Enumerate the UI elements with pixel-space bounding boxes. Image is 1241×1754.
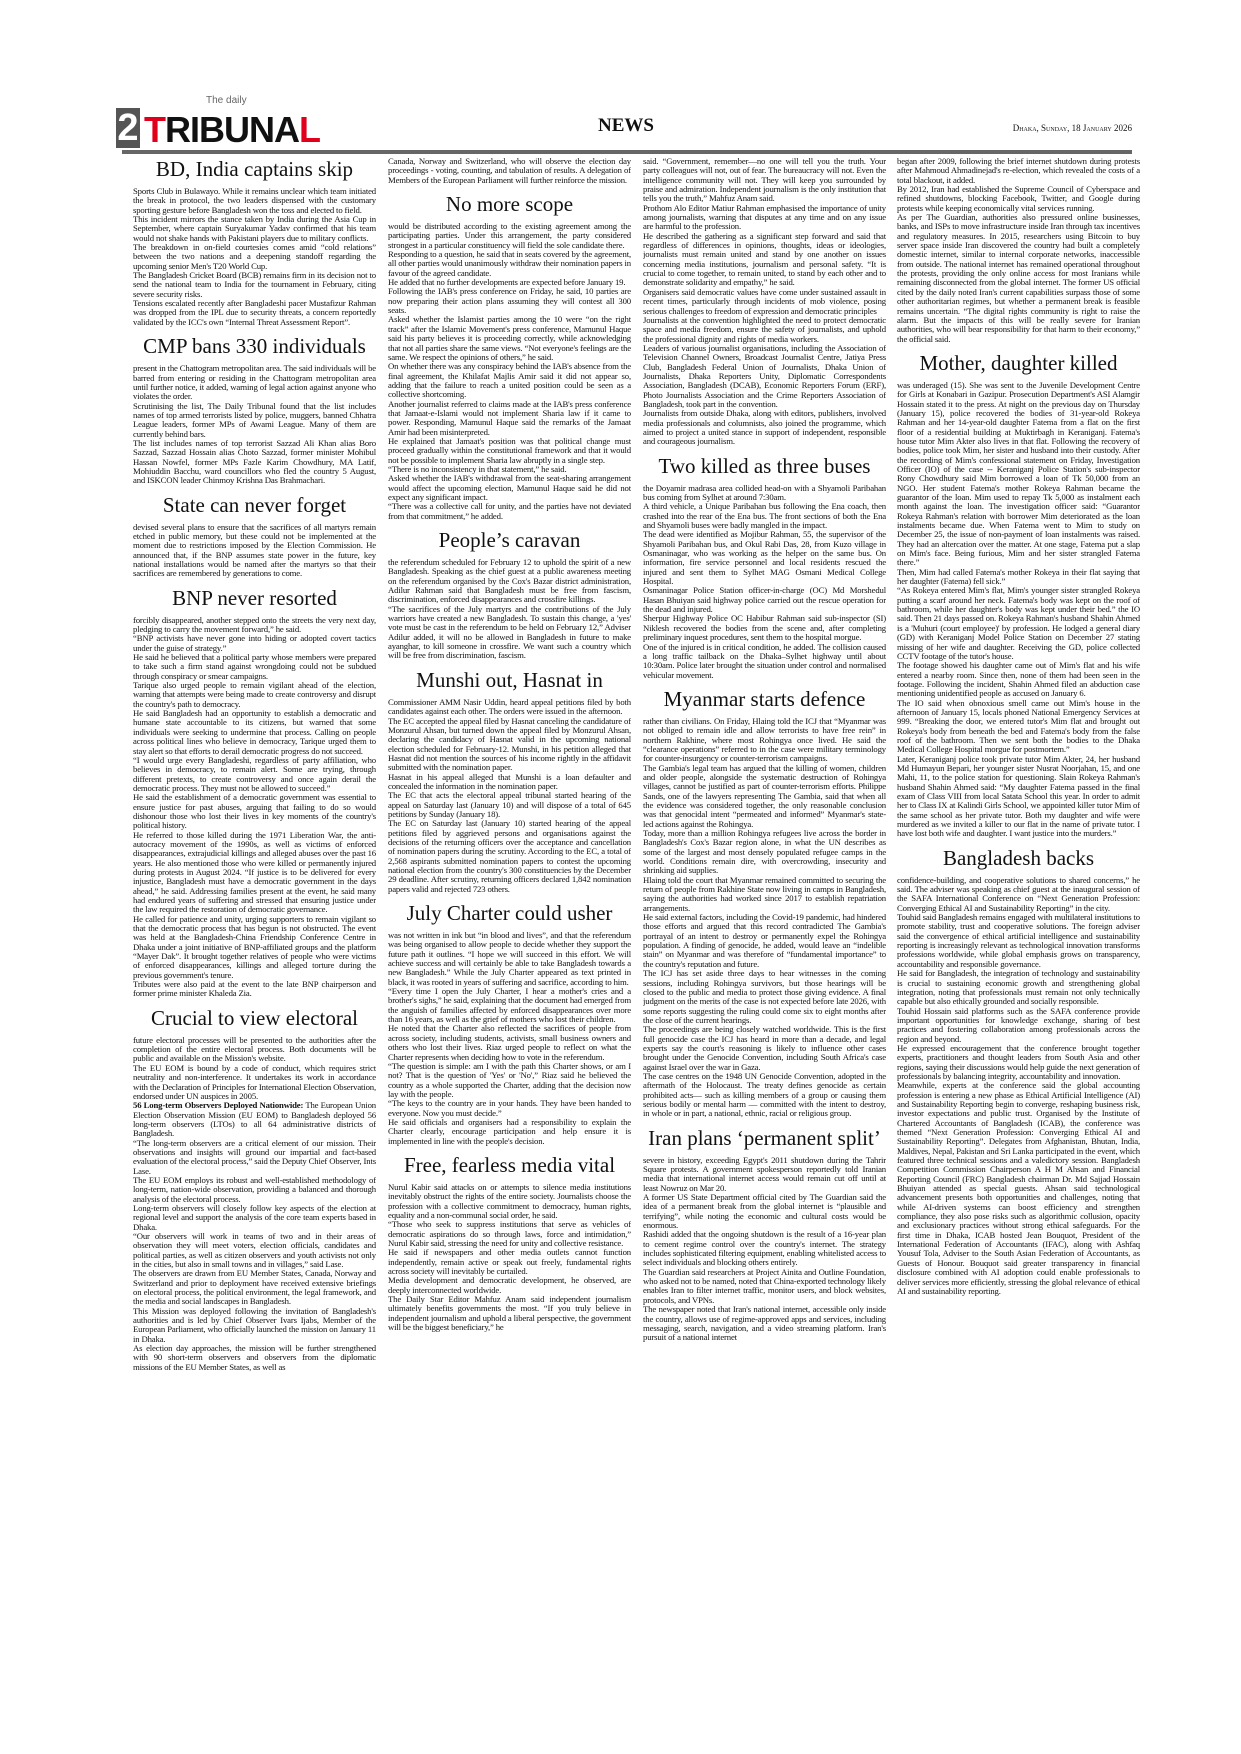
newspaper-logo bbox=[144, 109, 320, 150]
article-headline: BNP never resorted bbox=[172, 585, 337, 610]
article-paragraph: He called for patience and unity, urging supporters to remain vigilant so that the democratic process that has begun is not obstructed. The event was held at the Bangladesh-China Friendship Conference Centre in Dhaka under a joint initiative of BNP-affiliated groups and the platform “Mayer Dak”. It brought together relatives of people who were victims of enforced disappearances, killings and alleged torture during the previous government's tenure. bbox=[133, 913, 376, 980]
article-headline: Iran plans ‘permanent split’ bbox=[648, 1125, 881, 1150]
article-paragraph: would be distributed according to the existing agreement among the participating parties. Under this arrangement, the party considered strongest in a particular constituency will field the sole candidate there. bbox=[388, 221, 631, 250]
article-headline: State can never forget bbox=[162, 492, 347, 517]
article-paragraph: The footage showed his daughter came out of Mim's flat and his wife entered a nearby room. Since then, none of them had been seen in the footage. Following the incident, Shahin Ahmed filed an abduction case mentioning unidentified people as accused on January 6. bbox=[897, 660, 1140, 699]
article bbox=[388, 528, 631, 661]
article-paragraph: Nurul Kabir said attacks on or attempts to silence media institutions inevitably obstruct the rights of the entire society. Journalists choose the profession with a collective commitment to democracy, human rights, equality and a non-communal social order, he said. bbox=[388, 1181, 631, 1220]
article-paragraph bbox=[133, 1101, 376, 1138]
article-paragraph: Meanwhile, experts at the conference said the global accounting profession is entering a new phase as Ethical Artificial Intelligence (AI) and Sustainability Reporting begin to converge, reshaping business risk, investor expectations and public trust. Organised by the Institute of Chartered Accountants of Bangladesh (ICAB), the conference was themed “Next Generation Profession: Converging Ethical AI and Sustainability Reporting”. Delegates from Afghanistan, Bhutan, India, Maldives, Nepal, Pakistan and Sri Lanka participated in the event, which featured three technical sessions and a valedictory session. Bangladesh Competition Commission Chairperson A H M Ahsan and Financial Reporting Council (FRC) Bangladesh chairman Dr. Md Sajjad Hossain Bhuiyan attended as special guests. Ahsan said technological advancement presents both opportunities and challenges, noting that while AI-driven systems can boost efficiency and strengthen compliance, they also pose risks such as algorithmic collusion, opacity and exclusionary practices without strong ethical safeguards. For the first time in Dhaka, ICAB hosted Jean Bouquot, President of the International Federation of Accountants (IFAC), along with Ashfaq Yousuf Tola, Adviser to the South Asian Federation of Accountants, as Guests of Honour. Bouquot said greater transparency in financial disclosure combined with AI adoption could enable professionals to deliver services more efficiently, stressing the global relevance of ethical AI and sustainability reporting. bbox=[897, 1080, 1140, 1296]
column-2 bbox=[388, 157, 631, 1747]
article-paragraph: Leaders of various journalist organisations, including the Association of Television Channel Owners, Broadcast Journalist Centre, Jatiya Press Club, Bangladesh Federal Union of Journalists, Dhaka Union of Journalists, Dhaka Reporters Unity, Diplomatic Correspondents Association, Bangladesh (DCAB), Economic Reporters Forum (ERF), Photo Journalists Association and the Crime Reporters Association of Bangladesh, took part in the convention. bbox=[643, 342, 886, 409]
article bbox=[133, 586, 376, 999]
masthead bbox=[116, 95, 1132, 150]
article-paragraph: Asked whether the IAB's withdrawal from the seat-sharing arrangement would affect the upcoming election, Mamunul Haque said he did not expect any significant impact. bbox=[388, 473, 631, 502]
article-paragraph: He explained that Jamaat's position was that political change must proceed gradually within the constitutional framework and that it would not be possible to implement Sharia law abruptly in a single step. bbox=[388, 435, 631, 465]
article-paragraph: The case centres on the 1948 UN Genocide Convention, adopted in the aftermath of the Holocaust. The treaty defines genocide as certain prohibited acts— such as killing members of a group or causing them serious bodily or mental harm — committed with the intent to destroy, in whole or in part, a national, ethnic, racial or religious group. bbox=[643, 1070, 886, 1119]
article-paragraph: “I would urge every Bangladeshi, regardless of party affiliation, who believes in democracy, to remain alert. Some are trying, through different pretexts, to create controversy and once again derail the democratic process. They must not be allowed to succeed.” bbox=[133, 754, 376, 793]
article-paragraph: “Every time I open the July Charter, I hear a mother's cries and a brother's sighs,” he said, explaining that the document had emerged from the anguish of families affected by enforced disappearances over more than 16 years, as well as the grief of mothers who lost their children. bbox=[388, 986, 631, 1025]
article-paragraph: Media development and democratic development, he observed, are deeply interconnected worldwide. bbox=[388, 1275, 631, 1295]
logo-letter-t: T bbox=[144, 109, 165, 150]
article-paragraph: Journalists from outside Dhaka, along with editors, publishers, involved media professionals and columnists, also joined the programme, which aimed to project a united stance in support of independent, responsible and courageous journalism. bbox=[643, 408, 886, 447]
article-paragraph: He said if newspapers and other media outlets cannot function independently, remain active or speak out freely, fundamental rights across society will inevitably be curtailed. bbox=[388, 1247, 631, 1277]
article-paragraph: said. “Government, remember—no one will tell you the truth. Your party colleagues will not, out of fear. The bureaucracy will not. Even the intelligence community will not. They will keep you surrounded by praise and admiration. Independent journalism is the only institution that tells you the truth,” Mahfuz Anam said. bbox=[643, 157, 886, 204]
article-paragraph: Hasnat in his appeal alleged that Munshi is a loan defaulter and concealed the information in the nomination paper. bbox=[388, 771, 631, 791]
article-paragraph: Asked whether the Islamist parties among the 10 were “on the right track” after the Islamic Movement's press conference, Mamunul Haque said his party believes it is proceeding correctly, while acknowledging that not all parties share the same views. “Not everyone's feelings are the same. We respect the opinions of others,” he said. bbox=[388, 314, 631, 362]
article bbox=[388, 1153, 631, 1333]
article-headline: Free, fearless media vital bbox=[403, 1152, 616, 1177]
paragraph-lead: 56 Long-term Observers Deployed Nationwide: bbox=[133, 1100, 304, 1111]
page-number: 2 bbox=[117, 107, 139, 149]
article-continuation bbox=[897, 157, 1140, 344]
article-paragraph: “Our observers will work in teams of two and in their areas of observation they will meet voters, election officials, candidates and political parties, as well as citizen observers and youth activists not only in the cities, but also in small towns and in villages,” said Lase. bbox=[133, 1231, 376, 1270]
article-paragraph: Commissioner AMM Nasir Uddin, heard appeal petitions filed by both candidates against each other. The orders were issued in the afternoon. bbox=[388, 696, 631, 717]
article-headline: Crucial to view electoral bbox=[151, 1005, 358, 1030]
article-paragraph: Touhid said Bangladesh remains engaged with multilateral institutions to promote stability, trust and cooperative solutions. The foreign adviser said the convergence of ethical artificial intelligence and sustainability reporting is increasingly relevant as technological innovation transforms professions worldwide, while global emphasis grows on transparency, accountability and responsible governance. bbox=[897, 912, 1140, 969]
article-paragraph: “There was a collective call for unity, and the parties have not deviated from that commitment,” he added. bbox=[388, 501, 631, 521]
article-paragraph: The Guardian said researchers at Project Ainita and Outline Foundation, who asked not to be named, noted that China-exported technology likely enables Iran to filter internet traffic, monitor users, and block websites, protocols, and VPNs. bbox=[643, 1266, 886, 1305]
article-paragraph: Sherpur Highway Police OC Habibur Rahman said sub-inspector (SI) Niklesh recovered the bodies from the scene and, after completing preliminary inquest procedures, sent them to the hospital morgue. bbox=[643, 613, 886, 643]
article-paragraph: He described the gathering as a significant step forward and said that regardless of differences in opinions, thoughts, ideas or ideologies, journalists must remain united and stand by one another on issues concerning media institutions, journalism and personal safety. “It is crucial to come together, to remain united, to stand by each other and to demonstrate solidarity and empathy,” he said. bbox=[643, 230, 886, 288]
article-paragraph: This incident mirrors the stance taken by India during the Asia Cup in September, where captain Suryakumar Yadav confirmed that his team would not shake hands with Pakistani players due to military conflicts. bbox=[133, 214, 376, 243]
article-headline: Bangladesh backs bbox=[942, 845, 1095, 870]
article-continuation bbox=[643, 157, 886, 447]
article-paragraph: The dead were identified as Mojibur Rahman, 55, the supervisor of the Shyamoli Paribahan bus, and Okul Rabi Das, 28, from Kuzo village in Osmaninagar, who was working as the helper on the same bus. On information, fire service personnel and local residents rescued the injured and sent them to Sylhet MAG Osmani Medical College Hospital. bbox=[643, 529, 886, 587]
article-paragraph: future electoral processes will be presented to the authorities after the completion of the entire electoral process. Both documents will be public and available on the Mission's website. bbox=[133, 1034, 376, 1064]
article-paragraph: He said for Bangladesh, the integration of technology and sustainability is crucial to sustaining economic growth and strengthening global integration, noting that professionals must remain not only technically capable but also ethically grounded and socially responsible. bbox=[897, 968, 1140, 1007]
article-paragraph: This Mission was deployed following the invitation of Bangladesh's authorities and is led by Chief Observer Ivars Ijabs, Member of the European Parliament, who officially launched the mission on January 11 in Dhaka. bbox=[133, 1305, 376, 1344]
logo-tagline: The daily bbox=[206, 95, 247, 106]
article-paragraph: One of the injured is in critical condition, he added. The collision caused a long traffic tailback on the Dhaka–Sylhet highway until about 10:30am. Police later brought the situation under control and normalised vehicular movement. bbox=[643, 641, 886, 680]
article bbox=[388, 192, 631, 521]
article-paragraph: The proceedings are being closely watched worldwide. This is the first full genocide case the ICJ has heard in more than a decade, and legal experts say the court's reasoning is likely to influence other cases brought under the Genocide Convention, including South Africa's case against Israel over the war in Gaza. bbox=[643, 1024, 886, 1072]
article-paragraph: The IO said when obnoxious smell came out Mim's house in the afternoon of January 15, locals phoned National Emergency Services at 999. “Breaking the door, we entered tutor's Mim flat and brought out Rokeya's body from beneath the bed and Fatema's body from the false roof of the bathroom. Then we sent both the bodies to the Dhaka Medical College Hospital morgue for postmortem.” bbox=[897, 697, 1140, 755]
article-paragraph: Osmaninagar Police Station officer-in-charge (OC) Md Morshedul Hasan Bhuiyan said highway police carried out the rescue operation for the dead and injured. bbox=[643, 585, 886, 615]
article-headline: No more scope bbox=[445, 192, 574, 217]
article-paragraph: On whether there was any conspiracy behind the IAB's absence from the final agreement, the Khilafat Majlis Amir said it did not appear so, adding that the failure to reach a united position could be seen as a collective shortcoming. bbox=[388, 361, 631, 400]
article-headline: Mother, daughter killed bbox=[919, 350, 1118, 375]
article bbox=[897, 351, 1140, 839]
article-paragraph: Another journalist referred to claims made at the IAB's press conference that Jamaat-e-Islami would not implement Sharia law if it came to power. Responding, Mamunul Haque said the remarks of the Jamaat Amir had been misinterpreted. bbox=[388, 398, 631, 437]
article-paragraph: The EC on Saturday last (January 10) started hearing of the appeal petitions filed by aggrieved persons and organisations against the decisions of the returning officers over the acceptance and cancellation of nomination papers during the scrutiny. According to the EC, a total of 2,568 aspirants submitted nomination papers to contest the upcoming national election from the country's 300 constituencies by the December 29 deadline. After scrutiny, returning officers declared 1,842 nomination papers valid and rejected 723 others. bbox=[388, 818, 631, 894]
article bbox=[388, 901, 631, 1146]
article-headline: Two killed as three buses bbox=[658, 453, 871, 478]
article-paragraph: “As Rokeya entered Mim's flat, Mim's younger sister strangled Rokeya putting a scarf around her neck. Fatema's body was kept on the roof of bathroom, while her daughter's body was kept under their bed.” the IO said. Then 21 days passed on. Rokeya Rahman's husband Shahin Ahmed is a 'Muhuri (court employee)' by profession. He lodged a general diary (GD) with Keraniganj Model Police Station on December 27 stating missing of her wife and daughter. Receiving the GD, police collected CCTV footage of the tutor's house. bbox=[897, 585, 1140, 661]
article-paragraph: The EU EOM employs its robust and well-established methodology of long-term, nation-wide observation, providing a balanced and thorough analysis of the electoral process. bbox=[133, 1174, 376, 1204]
column-3 bbox=[643, 157, 886, 1747]
article-paragraph: present in the Chattogram metropolitan area. The said individuals will be barred from entering or residing in the Chattogram metropolitan area until further notice, it added, warning of legal action against anyone who violates the order. bbox=[133, 363, 376, 402]
article-paragraph: Scrutinising the list, The Daily Tribunal found that the list includes names of top armed terrorists listed by police, muggers, banned Chhatra League leaders, former MPs of Awami League. Many of them are currently behind bars. bbox=[133, 400, 376, 439]
article-paragraph: “Those who seek to suppress institutions that serve as vehicles of democratic aspirations do so through laws, force and intimidation,” Nurul Kabir said, stressing the need for unity and collective resistance. bbox=[388, 1219, 631, 1248]
article-paragraph: The observers are drawn from EU Member States, Canada, Norway and Switzerland and prior to deployment have received extensive briefings on electoral process, the political environment, the legal framework, and the media and social landscapes in Bangladesh. bbox=[133, 1268, 376, 1307]
article bbox=[897, 846, 1140, 1296]
article-headline: July Charter could usher bbox=[406, 901, 613, 926]
article-paragraph: rather than civilians. On Friday, Hlaing told the ICJ that “Myanmar was not obliged to remain idle and allow terrorists to have free rein” in northern Rakhine, where most Rohingya once lived. He said the “clearance operations” referred to in the case were military terminology for counter-insurgency or counter-terrorism campaigns. bbox=[643, 715, 886, 764]
article-headline: BD, India captains skip bbox=[155, 157, 354, 181]
article-paragraph: Tributes were also paid at the event to the late BNP chairperson and former prime minister Khaleda Zia. bbox=[133, 979, 376, 999]
article-paragraph: was not written in ink but “in blood and lives”, and that the referendum was being organised to allow people to decide whether they support the future path it outlines. “I hope we will succeed in this effort. We will achieve success and will certainly be able to take Bangladesh towards a new Bangladesh.” While the July Charter appeared as text printed in black, it was rooted in years of suffering and sacrifice, according to him. bbox=[388, 930, 631, 987]
article bbox=[133, 334, 376, 485]
article-paragraph: was underaged (15). She was sent to the Juvenile Development Centre for Girls at Konabari in Gazipur. Prosecution Department's ASI Alamgir Hossain stated it to the press. At night on the previous day on Thursday (January 15), police recovered the bodies of 31-year-old Rokeya Rahman and her 14-year-old daughter Fatema from a flat on the first floor of a residential building at Muktirbagh in Keraniganj. Fatema's house tutor Mim Akter also lives in that flat. Following the recovery of bodies, police took Mim, her sister and husband into their custody. After the recording of Mim's confessional statement on Friday, Investigation Officer (IO) of the case -- Keraniganj Police Station's sub-inspector Rony Chowdhury said Mim borrowed a loan of Tk 50,000 from an NGO. Her student Fatema's mother Rokeya Rahman became the guarantor of the loan. Mim used to repay Tk 5,000 as instalment each month against the loan. The investigation officer said: “Guarantor Rokeya Rahman's relation with borrower Mim deteriorated as the loan instalments became due. When Fatema went to Mim to study on December 25, the issue of non-payment of loan instalments was raised. They had an altercation over the matter. At one stage, Fatema put a slap on Mim's face. Being furious, Mim and her sister strangled Fatema there.” bbox=[897, 379, 1140, 568]
article-paragraph: Later, Keraniganj police took private tutor Mim Akter, 24, her husband Md Humayun Bepari, her younger sister Nusrat Noorjahan, 15, and one Mahi, 11, to the police station for questioning. Slain Rokeya Rahman's husband Shahin Ahmed said: “My daughter Fatema passed in the final exam of Class VIII from local Satata School this year. In order to admit her to Class IX at Kalindi Girls School, we appointed killer tutor Mim of the same school as her private tutor. Both my daughter and wife were murdered as we invited a killer to our flat in the name of private tutor. I have lost both wife and daughter. I want justice into the murders.” bbox=[897, 753, 1140, 839]
article-paragraph: “The question is simple: am I with the path this Charter shows, or am I not? That is the question of 'Yes' or 'No',” Riaz said he believed the country as a whole supported the Charter, adding that the decision now lay with the people. bbox=[388, 1060, 631, 1099]
article-continuation bbox=[388, 157, 631, 185]
article-paragraph: He said external factors, including the Covid-19 pandemic, had hindered those efforts and argued that this record contradicted The Gambia's portrayal of an intent to destroy or permanently expel the Rohingya population. A finding of genocide, he added, would leave an “indelible stain” on Myanmar and was therefore of “fundamental importance” to the country's reputation and future. bbox=[643, 912, 886, 969]
article-paragraph: He said the establishment of a democratic government was essential to ensure justice for past abuses, arguing that failing to do so would dishonour those who lost their lives in key moments of the country's political history. bbox=[133, 792, 376, 831]
article-paragraph: Organisers said democratic values have come under sustained assault in recent times, particularly through incidents of mob violence, posing serious challenges to freedom of expression and democratic principles bbox=[643, 286, 886, 316]
article-paragraph: The newspaper noted that Iran's national internet, accessible only inside the country, allows use of regime-approved apps and services, including messaging, search, navigation, and a video streaming platform. Iran's pursuit of a national internet bbox=[643, 1304, 886, 1343]
logo-letter-l: L bbox=[299, 109, 320, 150]
article-paragraph: He said officials and organisers had a responsibility to explain the Charter clearly, encourage participation and help ensure it is implemented in line with the people's decision. bbox=[388, 1116, 631, 1146]
article-paragraph: “The sacrifices of the July martyrs and the contributions of the July warriors have created a new Bangladesh. To sustain this change, a 'yes' vote must be cast in the referendum to be held on February 12,” Adviser Adilur added, it will no be allowed in Bangladesh in future to make ayanghar, to kill someone in crossfire. We want such a country which will be free from discrimination, fascism. bbox=[388, 603, 631, 661]
article-paragraph: Prothom Alo Editor Matiur Rahman emphasised the importance of unity among journalists, warning that disputes at any time and on any issue are harmful to the profession. bbox=[643, 202, 886, 232]
article-paragraph: He expressed encouragement that the conference brought together experts, practitioners and thought leaders from South Asia and other regions, saying their discussions would help guide the next generation of professionals by balancing integrity, accountability and innovation. bbox=[897, 1042, 1140, 1081]
article bbox=[643, 687, 886, 1119]
article-paragraph: The Bangladesh Cricket Board (BCB) remains firm in its decision not to send the national team to India for the tournament in February, citing severe security risks. bbox=[133, 270, 376, 299]
logo-letters: RIBUNA bbox=[165, 109, 299, 150]
article-paragraph: Tensions escalated recently after Bangladeshi pacer Mustafizur Rahman was dropped from the IPL due to security threats, a concern reportedly validated by the ICC's own “Internal Threat Assessment Report”. bbox=[133, 298, 376, 327]
article-paragraph: Hlaing told the court that Myanmar remained committed to securing the return of people from Rakhine State now living in camps in Bangladesh, saying the authorities had worked since 2017 to establish repatriation arrangements. bbox=[643, 874, 886, 913]
paragraph-text: The European Union Election Observation Mission (EU EOM) to Bangladesh deployed 56 long-term observers (LTOs) to all 64 administrative districts of Bangladesh. bbox=[133, 1100, 376, 1139]
article-paragraph: Long-term observers will closely follow key aspects of the election at regional level and support the analysis of the core team experts based in Dhaka. bbox=[133, 1202, 376, 1232]
article-paragraph: Rashidi added that the ongoing shutdown is the result of a 16-year plan to cement regime control over the country's internet. The strategy includes sophisticated filtering equipment, enabling whitelisted access to select individuals and blocking others entirely. bbox=[643, 1229, 886, 1268]
article-paragraph: The breakdown in on-field courtesies comes amid “cold relations” between the two nations and a deepening standoff regarding the upcoming senior Men's T20 World Cup. bbox=[133, 242, 376, 271]
article bbox=[643, 454, 886, 680]
article bbox=[388, 668, 631, 894]
article-headline: CMP bans 330 individuals bbox=[143, 334, 366, 359]
article-paragraph: Touhid Hossain said platforms such as the SAFA conference provide important opportunities for knowledge exchange, sharing of best practices and fostering collaboration among professionals across the region and beyond. bbox=[897, 1005, 1140, 1044]
article-paragraph: The Daily Star Editor Mahfuz Anam said independent journalism ultimately benefits governments the most. “If you truly believe in independent journalism and uphold a liberal perspective, the government will be the biggest beneficiary,” he bbox=[388, 1294, 631, 1333]
article-paragraph: He added that no further developments are expected before January 19. bbox=[388, 277, 626, 288]
article bbox=[133, 1006, 376, 1372]
article bbox=[133, 493, 376, 579]
article-paragraph: A third vehicle, a Unique Paribahan bus following the Ena coach, then crashed into the rear of the Ena bus. The front sections of both the Ena and Shyamoli buses were badly mangled in the impact. bbox=[643, 501, 886, 531]
issue-date: Dhaka, Sunday, 18 January 2026 bbox=[1012, 123, 1132, 133]
article-paragraph: As election day approaches, the mission will be further strengthened with 90 short-term observers and observers from the diplomatic missions of the EU Member States, as well as bbox=[133, 1343, 376, 1372]
article-paragraph: The Gambia's legal team has argued that the killing of women, children and older people, alongside the systematic destruction of Rohingya villages, cannot be justified as part of counter-terrorism efforts. Philippe Sands, one of the lawyers representing The Gambia, said that when all the evidence was considered together, the only reasonable conclusion was that genocidal intent “permeated and informed” Myanmar's state-led actions against the Rohingya. bbox=[643, 762, 886, 829]
article-paragraph: “The keys to the country are in your hands. They have been handed to everyone. Now you must decide.” bbox=[388, 1098, 631, 1118]
article-paragraph: The list includes names of top terrorist Sazzad Ali Khan alias Boro Sazzad, Sazzad Hossain alias Choto Sazzad, former minister Mohibul Hassan Nowfel, former MPs Fazle Karim Chowdhury, MA Latif, Mohiuddin Bacchu, ward councillors who fled the country 5 August, and ISKCON leader Chinmoy Krishna Das Brahmachari. bbox=[133, 437, 376, 486]
article-paragraph: He referred to those killed during the 1971 Liberation War, the anti-autocracy movement of the 1990s, as well as victims of enforced disappearances, extrajudicial killings and alleged abuses over the past 16 years. He also mentioned those who were killed or permanently injured during protests in August 2024. “If justice is to be delivered for every injustice, Bangladesh must have a democratic government in the days ahead,” he said. Addressing families present at the event, he said many had endured years of suffering and stressed that ensuring justice under the law required the restoration of democratic governance. bbox=[133, 829, 376, 915]
column-1 bbox=[133, 157, 376, 1747]
article-paragraph: Today, more than a million Rohingya refugees live across the border in Bangladesh's Cox's Bazar region alone, in what the UN describes as some of the largest and most densely populated refugee camps in the world. Conditions remain dire, with overcrowding, insecurity and shrinking aid supplies. bbox=[643, 828, 886, 876]
article-paragraph: He said he believed that a political party whose members were prepared to take such a firm stand against wrongdoing could not be subdued through conspiracy or smear campaigns. bbox=[133, 652, 376, 681]
article bbox=[133, 157, 376, 327]
article-paragraph: Sports Club in Bulawayo. While it remains unclear which team initiated the break in protocol, the two leaders dispensed with the customary sporting gesture before Bangladesh won the toss and elected to field. bbox=[133, 186, 376, 215]
article-paragraph: “BNP activists have never gone into hiding or adopted covert tactics under the guise of strategy.” bbox=[133, 633, 376, 653]
article-paragraph: confidence-building, and cooperative solutions to shared concerns,” he said. The adviser was speaking as chief guest at the inaugural session of the SAFA International Conference on “Next Generation Profession: Converging Ethical AI and Sustainability Reporting” in the city. bbox=[897, 874, 1140, 913]
article-paragraph: The ICJ has set aside three days to hear witnesses in the coming sessions, including Rohingya survivors, but those hearings will be closed to the public and media to protect those giving evidence. A final judgment on the merits of the case is not expected before late 2026, with some reports suggesting the ruling could come six to eight months after the close of the current hearings. bbox=[643, 968, 886, 1025]
article-paragraph: the Doyamir madrasa area collided head-on with a Shyamoli Paribahan bus coming from Sylhet at around 7:30am. bbox=[643, 482, 886, 502]
header-rule bbox=[122, 150, 1132, 154]
article-paragraph: The EC that acts the electoral appeal tribunal started hearing of the appeal on Saturday last (January 10) and will dispose of a total of 645 petitions by Sunday (January 18). bbox=[388, 790, 631, 819]
article-paragraph: By 2012, Iran had established the Supreme Council of Cyberspace and refined shutdowns, blocking Facebook, Twitter, and Google during protests while keeping economically vital services running. bbox=[897, 184, 1140, 213]
column-4 bbox=[897, 157, 1140, 1747]
article-paragraph: “There is no inconsistency in that statement,” he said. bbox=[388, 463, 567, 474]
article-paragraph: The EU EOM is bound by a code of conduct, which requires strict neutrality and non-interference. It undertakes its work in accordance with the Declaration of Principles for International Election Observation, endorsed under UN auspices in 2005. bbox=[133, 1062, 376, 1101]
article-paragraph: devised several plans to ensure that the sacrifices of all martyrs remain etched in public memory, but these could not be implemented at the moment due to restrictions imposed by the Election Commission. He announced that, if the BNP assumes state power in the future, key national installations would be named after the martyrs so that their sacrifices are remembered by generations to come. bbox=[133, 521, 376, 579]
article-paragraph: began after 2009, following the brief internet shutdown during protests after Mahmoud Ahmadinejad's re-election, which revealed the costs of a total blackout, it added. bbox=[897, 157, 1140, 185]
article bbox=[643, 1126, 886, 1343]
article-paragraph: forcibly disappeared, another stepped onto the streets the very next day, pledging to carry the movement forward,” he said. bbox=[133, 614, 376, 635]
article-paragraph: the referendum scheduled for February 12 to uphold the spirit of a new Bangladesh. Speaking as the chief guest at a public awareness meeting on the referendum organised by the Cox's Bazar district administration, Adilur Rahman said that Bangladesh must be free from fascism, discrimination, enforced disappearances and crossfire killings. bbox=[388, 557, 631, 605]
article-paragraph: Canada, Norway and Switzerland, who will observe the election day proceedings - voting, counting, and tabulation of results. A delegation of Members of the European Parliament will further reinforce the mission. bbox=[388, 157, 631, 185]
article-headline: People’s caravan bbox=[438, 528, 581, 553]
article-paragraph: As per The Guardian, authorities also pressured online businesses, banks, and ISPs to move infrastructure inside Iran through tax incentives and regulatory measures. In 2015, researchers using Bitcoin to buy server space inside Iran discovered the country had built a completely domestic internet, similar to internal corporate networks, inaccessible from outside. The national internet has remained operational throughout the protests, providing the only online access for most Iranians while remaining disconnected from the global internet. The former US official cited by the daily noted Iran's current capabilities surpass those of some other authoritarian regimes, but whether a permanent break is feasible remains uncertain. “The digital rights community is right to raise the alarm. But the impacts of this will be really severe for Iranian authorities, who will bear responsibility for that harm to their economy,” the official said. bbox=[897, 212, 1140, 344]
article-paragraph: A former US State Department official cited by The Guardian said the idea of a permanent break from the global internet is “plausible and terrifying”, while noting the economic and cultural costs would be enormous. bbox=[643, 1192, 886, 1231]
article-paragraph: Responding to a question, he said that in seats covered by the agreement, all other parties would unanimously withdraw their nomination papers in favour of the agreed candidate. bbox=[388, 249, 631, 278]
article-paragraph: He noted that the Charter also reflected the sacrifices of people from across society, including students, activists, small business owners and others who lost their lives. Riaz urged people to reflect on what the Charter represents when deciding how to vote in the referendum. bbox=[388, 1023, 631, 1062]
article-headline: Munshi out, Hasnat in bbox=[416, 667, 603, 692]
article-paragraph: “The long-term observers are a critical element of our mission. Their observations and insights will ground our impartial and fact-based evaluation of the electoral process,” said the Deputy Chief Observer, Ints Lase. bbox=[133, 1137, 376, 1176]
section-title: NEWS bbox=[598, 115, 654, 136]
article-paragraph: The EC accepted the appeal filed by Hasnat canceling the candidature of Monzurul Ahsan, but turned down the appeal filed by Monzurul Ahsan, declaring the candidacy of Hasnat valid in the upcoming national election scheduled for February-12. Munshi, in his petition alleged that Hasnat did not mention the sources of his income rightly in the affidavit submitted with the nomination paper. bbox=[388, 715, 631, 773]
article-paragraph: Tarique also urged people to remain vigilant ahead of the election, warning that attempts were being made to create controversy and disrupt the country's path to democracy. bbox=[133, 680, 376, 709]
article-paragraph: Following the IAB's press conference on Friday, he said, 10 parties are now preparing their action plans assuming they will contest all 300 seats. bbox=[388, 286, 631, 316]
article-paragraph: severe in history, exceeding Egypt's 2011 shutdown during the Tahrir Square protests. A government spokesperson reportedly told Iranian media that international internet access would remain cut off until at least Nowruz on Mar 20. bbox=[643, 1154, 886, 1193]
article-headline: Myanmar starts defence bbox=[663, 686, 866, 711]
article-paragraph: Journalists at the convention highlighted the need to protect democratic space and media freedom, ensure the safety of journalists, and uphold the professional dignity and rights of media workers. bbox=[643, 314, 886, 344]
article-paragraph: Then, Mim had called Fatema's mother Rokeya in their flat saying that her daughter (Fatema) fell sick.” bbox=[897, 566, 1140, 587]
article-paragraph: He said Bangladesh had an opportunity to establish a democratic and humane state accountable to its citizens, but warned that some individuals were seeking to undermine that process. Calling on people across political lines who believe in democracy, Tarique urged them to stay alert so that efforts to derail democratic progress do not succeed. bbox=[133, 708, 376, 756]
